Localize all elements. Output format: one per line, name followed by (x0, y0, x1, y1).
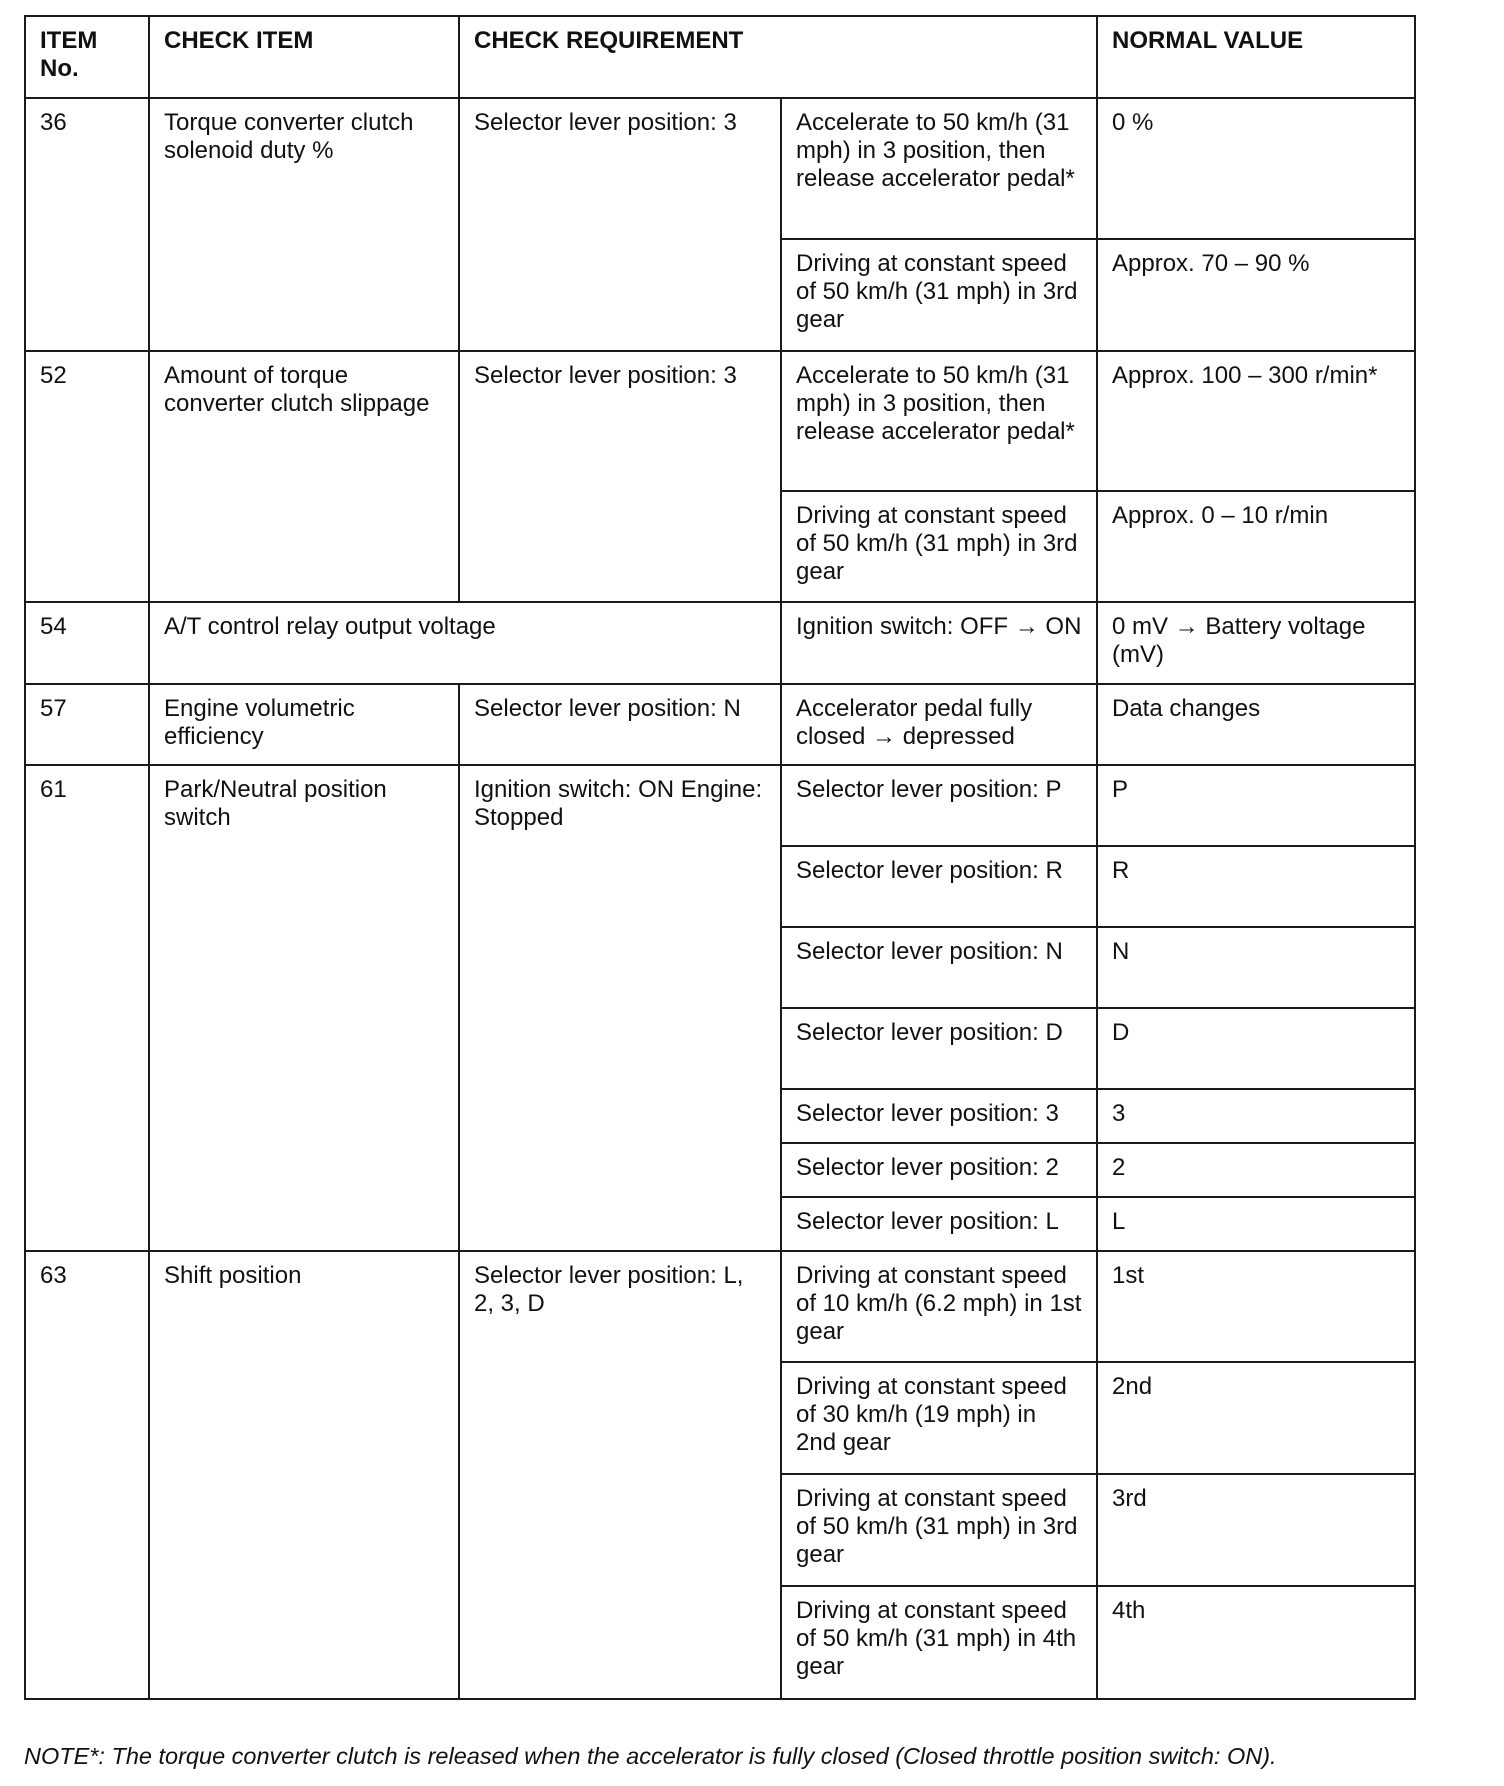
item-no: 63 (25, 1251, 149, 1699)
normal-value: 3 (1097, 1089, 1415, 1143)
check-condition: Selector lever position: 3 (459, 98, 781, 351)
normal-value: 4th (1097, 1586, 1415, 1699)
check-requirement: Driving at constant speed of 50 km/h (31 mph) in 3rd gear (781, 1474, 1097, 1586)
normal-value: D (1097, 1008, 1415, 1089)
check-item: Park/Neutral position switch (149, 765, 459, 1251)
check-item: Shift position (149, 1251, 459, 1699)
normal-value: Approx. 100 – 300 r/min* (1097, 351, 1415, 491)
normal-value: 1st (1097, 1251, 1415, 1362)
check-requirement: Ignition switch: OFF → ON (781, 602, 1097, 684)
check-requirement: Driving at constant speed of 30 km/h (19 mph) in 2nd gear (781, 1362, 1097, 1474)
header-normal-value: NORMAL VALUE (1097, 16, 1415, 98)
check-requirement: Selector lever position: L (781, 1197, 1097, 1251)
normal-value: P (1097, 765, 1415, 846)
check-requirement: Selector lever position: D (781, 1008, 1097, 1089)
normal-value: R (1097, 846, 1415, 927)
header-check-requirement: CHECK REQUIREMENT (459, 16, 1097, 98)
normal-value: N (1097, 927, 1415, 1008)
normal-value: 2 (1097, 1143, 1415, 1197)
check-requirement: Selector lever position: R (781, 846, 1097, 927)
normal-value: 2nd (1097, 1362, 1415, 1474)
check-requirement: Driving at constant speed of 50 km/h (31 mph) in 4th gear (781, 1586, 1097, 1699)
table-row (25, 1251, 1415, 1362)
check-condition: Selector lever position: L, 2, 3, D (459, 1251, 781, 1699)
normal-value: L (1097, 1197, 1415, 1251)
table-row (25, 684, 1415, 765)
normal-value: Approx. 0 – 10 r/min (1097, 491, 1415, 602)
check-item: Torque converter clutch solenoid duty % (149, 98, 459, 351)
check-condition: Selector lever position: N (459, 684, 781, 765)
check-requirement: Accelerate to 50 km/h (31 mph) in 3 position, then release accelerator pedal* (781, 98, 1097, 239)
table-row (25, 98, 1415, 239)
normal-value: Data changes (1097, 684, 1415, 765)
table-row (25, 351, 1415, 491)
check-item: Amount of torque converter clutch slippage (149, 351, 459, 602)
item-no: 57 (25, 684, 149, 765)
normal-value: 0 mV → Battery voltage (mV) (1097, 602, 1415, 684)
header-row (25, 16, 1415, 98)
item-no: 54 (25, 602, 149, 684)
check-requirement: Selector lever position: 3 (781, 1089, 1097, 1143)
footnote: NOTE*: The torque converter clutch is released when the accelerator is fully closed (Closed throttle position switch: ON). (24, 1743, 1277, 1769)
check-condition: Selector lever position: 3 (459, 351, 781, 602)
check-requirement: Accelerate to 50 km/h (31 mph) in 3 position, then release accelerator pedal* (781, 351, 1097, 491)
check-condition: Ignition switch: ON Engine: Stopped (459, 765, 781, 1251)
normal-value: Approx. 70 – 90 % (1097, 239, 1415, 351)
check-requirement: Driving at constant speed of 50 km/h (31 mph) in 3rd gear (781, 239, 1097, 351)
check-requirement: Accelerator pedal fully closed → depressed (781, 684, 1097, 765)
check-requirement: Driving at constant speed of 50 km/h (31 mph) in 3rd gear (781, 491, 1097, 602)
check-requirement: Selector lever position: P (781, 765, 1097, 846)
check-requirement: Selector lever position: N (781, 927, 1097, 1008)
table-row (25, 765, 1415, 846)
item-no: 52 (25, 351, 149, 602)
table-row (25, 602, 1415, 684)
check-requirement: Selector lever position: 2 (781, 1143, 1097, 1197)
inspection-table (24, 15, 1416, 1700)
item-no: 36 (25, 98, 149, 351)
normal-value: 3rd (1097, 1474, 1415, 1586)
check-item: A/T control relay output voltage (149, 602, 781, 684)
check-item: Engine volumetric efficiency (149, 684, 459, 765)
header-item-no: ITEM No. (25, 16, 149, 98)
normal-value: 0 % (1097, 98, 1415, 239)
header-check-item: CHECK ITEM (149, 16, 459, 98)
item-no: 61 (25, 765, 149, 1251)
check-requirement: Driving at constant speed of 10 km/h (6.2 mph) in 1st gear (781, 1251, 1097, 1362)
